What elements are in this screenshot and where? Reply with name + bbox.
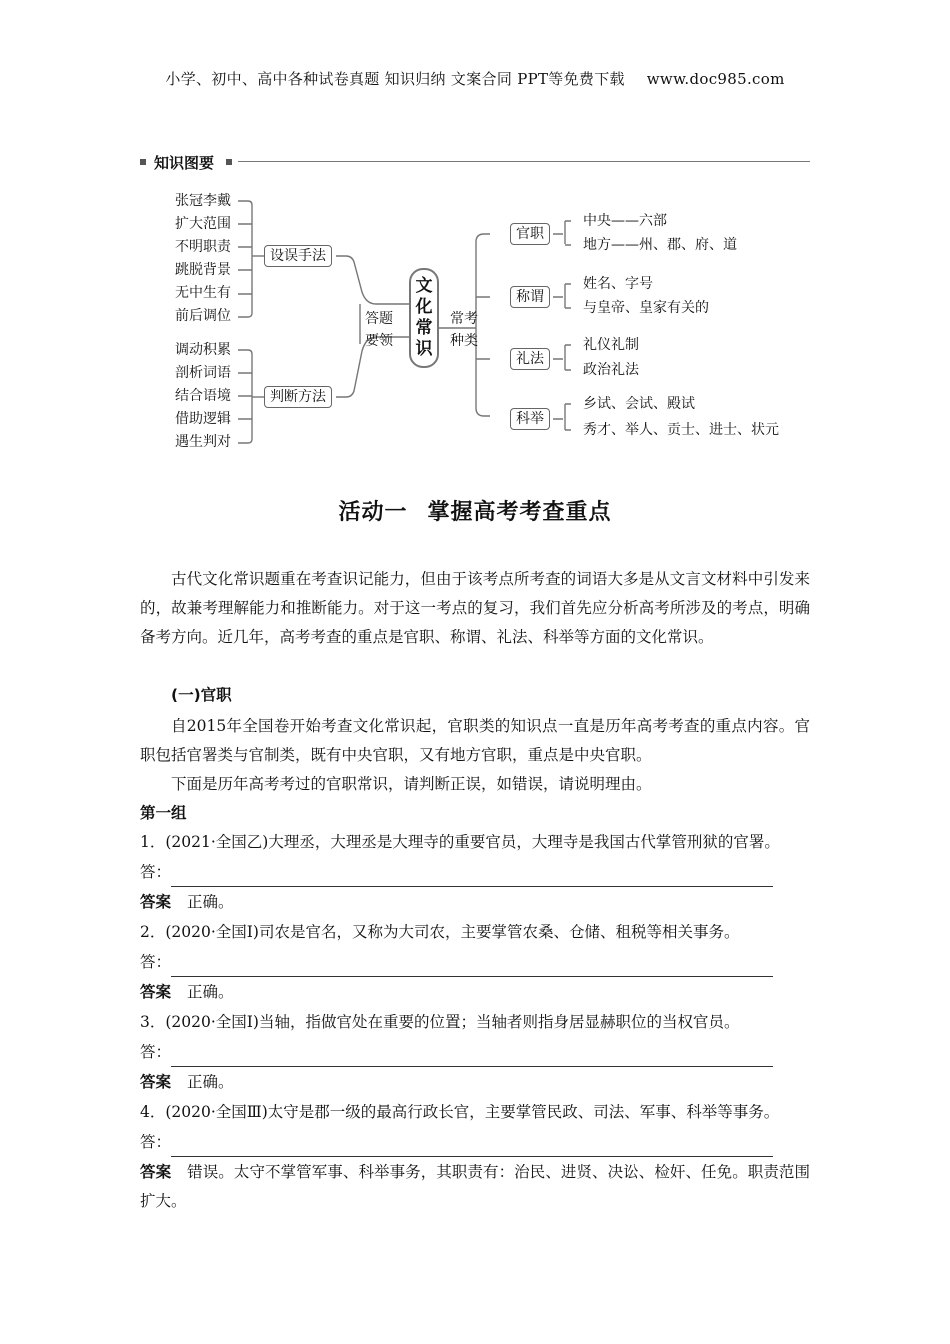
question-3: 3．(2020·全国Ⅰ)当轴，指做官处在重要的位置；当轴者则指身居显赫职位的当权官员。 — [140, 1013, 740, 1031]
list-item: 不明职责 — [175, 239, 231, 255]
answer-field-4 — [140, 1128, 810, 1157]
center-char: 识 — [415, 339, 433, 359]
section-instruction: 下面是历年高考考过的官职常识，请判断正误，如错误，请说明理由。 — [171, 775, 652, 793]
activity-number: 活动一 — [338, 500, 408, 525]
category-item: 姓名、字号 — [583, 276, 653, 292]
answer-line[interactable] — [171, 868, 773, 887]
center-char: 文 — [415, 276, 433, 296]
section-paragraph: 自2015年全国卷开始考查文化常识起，官职类的知识点一直是历年高考考查的重点内容。官职包括官署类与官制类，既有中央官职，又有地方官职，重点是中央官职。 — [140, 717, 810, 764]
list-item: 结合语境 — [175, 388, 231, 404]
category-item: 与皇帝、皇家有关的 — [583, 300, 709, 316]
center-char: 常 — [415, 318, 433, 338]
category-item: 地方——州、郡、府、道 — [583, 237, 737, 253]
answer-key-2 — [140, 978, 810, 1007]
question-1: 1．(2021·全国乙)大理丞，大理丞是大理寺的重要官员，大理寺是我国古代掌管刑狱的官署。 — [140, 833, 780, 851]
activity-name: 掌握高考考查重点 — [427, 500, 612, 525]
answer-text: 正确。 — [187, 893, 234, 911]
answer-key-label — [365, 308, 393, 352]
category-official-box: 官职 — [510, 223, 550, 245]
answer-label: 答案 — [140, 1163, 172, 1181]
answer-field-1 — [140, 858, 810, 887]
answer-text: 正确。 — [187, 983, 234, 1001]
list-item: 扩大范围 — [175, 216, 231, 232]
list-item: 剖析词语 — [175, 365, 231, 381]
answer-key-1 — [140, 888, 810, 917]
header-text: 小学、初中、高中各种试卷真题 知识归纳 文案合同 PPT等免费下载 — [165, 70, 625, 88]
answer-label: 答案 — [140, 983, 172, 1001]
header-url: www.doc985.com — [646, 70, 785, 88]
answer-field-3 — [140, 1038, 810, 1067]
answer-text: 正确。 — [187, 1073, 234, 1091]
group-title: 第一组 — [140, 804, 187, 822]
answer-prompt: 答： — [140, 1133, 172, 1151]
list-item: 张冠李戴 — [175, 193, 231, 209]
answer-label: 答案 — [140, 893, 172, 911]
list-item: 前后调位 — [175, 308, 231, 324]
judge-method-list — [175, 341, 231, 456]
answer-text: 错误。太守不掌管军事、科举事务，其职责有：治民、进贤、决讼、检奸、任免。职责范围扩大。 — [140, 1163, 810, 1210]
answer-key-3 — [140, 1068, 810, 1097]
category-title-box: 称谓 — [510, 286, 550, 308]
list-item: 遇生判对 — [175, 434, 231, 450]
answer-prompt: 答： — [140, 863, 172, 881]
category-item: 政治礼法 — [583, 362, 639, 378]
center-char: 化 — [415, 297, 433, 317]
answer-line[interactable] — [171, 958, 773, 977]
list-item: 跳脱背景 — [175, 262, 231, 278]
category-item: 礼仪礼制 — [583, 337, 639, 353]
answer-line[interactable] — [171, 1138, 773, 1157]
intro-paragraph: 古代文化常识题重在考查识记能力，但由于该考点所考查的词语大多是从文言文材料中引发来的，故兼考理解能力和推断能力。对于这一考点的复习，我们首先应分析高考所涉及的考点，明确备考方向。近几年，高考考查的重点是官职、称谓、礼法、科举等方面的文化常识。 — [140, 570, 810, 646]
answer-key-line2: 要领 — [365, 333, 393, 349]
answer-key-4 — [140, 1158, 810, 1216]
question-2: 2．(2020·全国Ⅰ)司农是官名，又称为大司农，主要掌管农桑、仓储、租税等相关事务。 — [140, 923, 740, 941]
mind-map-connectors — [0, 0, 950, 470]
error-method-box: 设误手法 — [264, 245, 332, 267]
common-types-line1: 常考 — [450, 311, 478, 327]
list-item: 借助逻辑 — [175, 411, 231, 427]
common-types-label — [450, 308, 478, 352]
answer-prompt: 答： — [140, 953, 172, 971]
category-exam-box: 科举 — [510, 408, 550, 430]
answer-field-2 — [140, 948, 810, 977]
common-types-line2: 种类 — [450, 333, 478, 349]
error-method-list — [175, 192, 231, 330]
category-etiquette-box: 礼法 — [510, 348, 550, 370]
category-item: 秀才、举人、贡士、进士、状元 — [583, 422, 779, 438]
activity-title — [0, 495, 950, 526]
section-heading: (一)官职 — [171, 686, 232, 704]
culture-knowledge-center — [409, 268, 439, 368]
list-item: 调动积累 — [175, 342, 231, 358]
category-item: 乡试、会试、殿试 — [583, 396, 695, 412]
answer-key-line1: 答题 — [365, 311, 393, 327]
knowledge-map-title: 知识图要 — [154, 154, 215, 172]
judge-method-box: 判断方法 — [264, 386, 332, 408]
question-4: 4．(2020·全国Ⅲ)太守是郡一级的最高行政长官，主要掌管民政、司法、军事、科举等事务。 — [140, 1103, 780, 1121]
answer-label: 答案 — [140, 1073, 172, 1091]
list-item: 无中生有 — [175, 285, 231, 301]
answer-line[interactable] — [171, 1048, 773, 1067]
category-item: 中央——六部 — [583, 213, 667, 229]
answer-prompt: 答： — [140, 1043, 172, 1061]
